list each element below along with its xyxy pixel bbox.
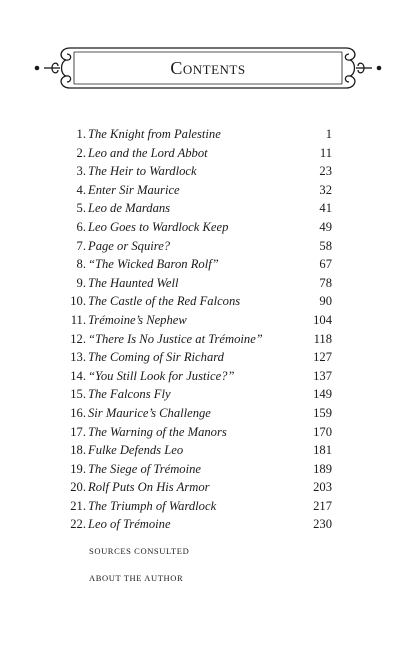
page-number: 127 xyxy=(313,350,332,365)
page-title: Contents xyxy=(170,58,246,78)
chapter-title: The Coming of Sir Richard xyxy=(88,350,224,365)
page-number: 90 xyxy=(319,294,332,309)
table-of-contents xyxy=(62,125,332,534)
chapter-number: 11. xyxy=(70,312,86,327)
page-number: 137 xyxy=(313,368,332,383)
chapter-title: “There Is No Justice at Trémoine” xyxy=(88,331,263,346)
chapter-title: “You Still Look for Justice?” xyxy=(88,368,235,383)
toc-entry xyxy=(62,478,332,497)
chapter-number: 7. xyxy=(76,238,86,253)
chapter-title: Leo and the Lord Abbot xyxy=(88,145,208,160)
toc-entry xyxy=(62,292,332,311)
toc-entry xyxy=(62,199,332,218)
chapter-number: 4. xyxy=(76,182,86,197)
toc-entry xyxy=(62,144,332,163)
page-number: 32 xyxy=(319,182,332,197)
chapter-title: Fulke Defends Leo xyxy=(88,443,184,458)
page-number: 230 xyxy=(313,517,332,532)
chapter-number: 20. xyxy=(70,480,86,495)
chapter-title: Trémoine’s Nephew xyxy=(88,312,187,327)
chapter-number: 16. xyxy=(70,405,86,420)
chapter-title: Leo de Mardans xyxy=(88,201,171,216)
toc-entry xyxy=(62,181,332,200)
chapter-title: The Heir to Wardlock xyxy=(88,164,197,179)
page-number: 49 xyxy=(319,219,332,234)
toc-entry xyxy=(62,423,332,442)
chapter-number: 17. xyxy=(70,424,86,439)
page-number: 67 xyxy=(319,257,332,272)
page-number: 170 xyxy=(313,424,332,439)
chapter-title: The Falcons Fly xyxy=(88,387,171,402)
toc-entry xyxy=(62,348,332,367)
page-number: 159 xyxy=(313,405,332,420)
chapter-number: 2. xyxy=(76,145,86,160)
chapter-number: 1. xyxy=(76,127,86,141)
toc-entry xyxy=(62,218,332,237)
page-number: 104 xyxy=(313,312,332,327)
toc-entry xyxy=(62,125,332,144)
chapter-number: 10. xyxy=(70,294,86,309)
page-number: 203 xyxy=(313,480,332,495)
chapter-title: The Triumph of Wardlock xyxy=(88,498,217,513)
chapter-number: 9. xyxy=(76,275,86,290)
chapter-title: The Castle of the Red Falcons xyxy=(88,294,241,309)
chapter-number: 12. xyxy=(70,331,86,346)
chapter-title: Page or Squire? xyxy=(88,238,171,253)
toc-entry xyxy=(62,330,332,349)
toc-entry xyxy=(62,274,332,293)
chapter-number: 18. xyxy=(70,443,86,458)
toc-entry xyxy=(62,515,332,534)
chapter-title: Enter Sir Maurice xyxy=(88,182,180,197)
page-number: 189 xyxy=(313,461,332,476)
toc-entry xyxy=(62,441,332,460)
chapter-title: The Siege of Trémoine xyxy=(88,461,201,476)
chapter-number: 3. xyxy=(76,164,86,179)
page-number: 41 xyxy=(319,201,332,216)
chapter-number: 8. xyxy=(76,257,86,272)
page-number: 1 xyxy=(325,127,332,141)
toc-entry xyxy=(62,367,332,386)
chapter-number: 13. xyxy=(70,350,86,365)
toc-entry xyxy=(62,162,332,181)
page-number: 149 xyxy=(313,387,332,402)
page-number: 58 xyxy=(319,238,332,253)
chapter-title: Leo Goes to Wardlock Keep xyxy=(88,219,229,234)
chapter-number: 6. xyxy=(76,219,86,234)
toc-entry xyxy=(62,311,332,330)
toc-entry xyxy=(62,385,332,404)
chapter-title: The Haunted Well xyxy=(88,275,179,290)
chapter-number: 5. xyxy=(76,201,86,216)
toc-entry xyxy=(62,237,332,256)
toc-entry xyxy=(62,255,332,274)
page-number: 181 xyxy=(313,443,332,458)
page-number: 217 xyxy=(313,498,332,513)
toc-entry xyxy=(62,497,332,516)
about-the-author-entry: ABOUT THE AUTHOR xyxy=(89,573,184,583)
sources-consulted-entry: SOURCES CONSULTED xyxy=(89,546,190,556)
chapter-title: “The Wicked Baron Rolf” xyxy=(88,257,219,272)
chapter-number: 21. xyxy=(70,498,86,513)
chapter-title: Leo of Trémoine xyxy=(88,517,171,532)
chapter-title: Sir Maurice’s Challenge xyxy=(88,405,211,420)
page-number: 118 xyxy=(313,331,332,346)
chapter-title: The Warning of the Manors xyxy=(88,424,227,439)
chapter-number: 22. xyxy=(70,517,86,532)
chapter-number: 19. xyxy=(70,461,86,476)
chapter-number: 15. xyxy=(70,387,86,402)
page-number: 23 xyxy=(319,164,332,179)
chapter-title: Rolf Puts On His Armor xyxy=(88,480,210,495)
chapter-title: The Knight from Palestine xyxy=(88,127,221,141)
toc-entry xyxy=(62,460,332,479)
toc-entry xyxy=(62,404,332,423)
contents-header xyxy=(30,44,386,92)
page-number: 11 xyxy=(319,145,332,160)
chapter-number: 14. xyxy=(70,368,86,383)
page-number: 78 xyxy=(319,275,332,290)
